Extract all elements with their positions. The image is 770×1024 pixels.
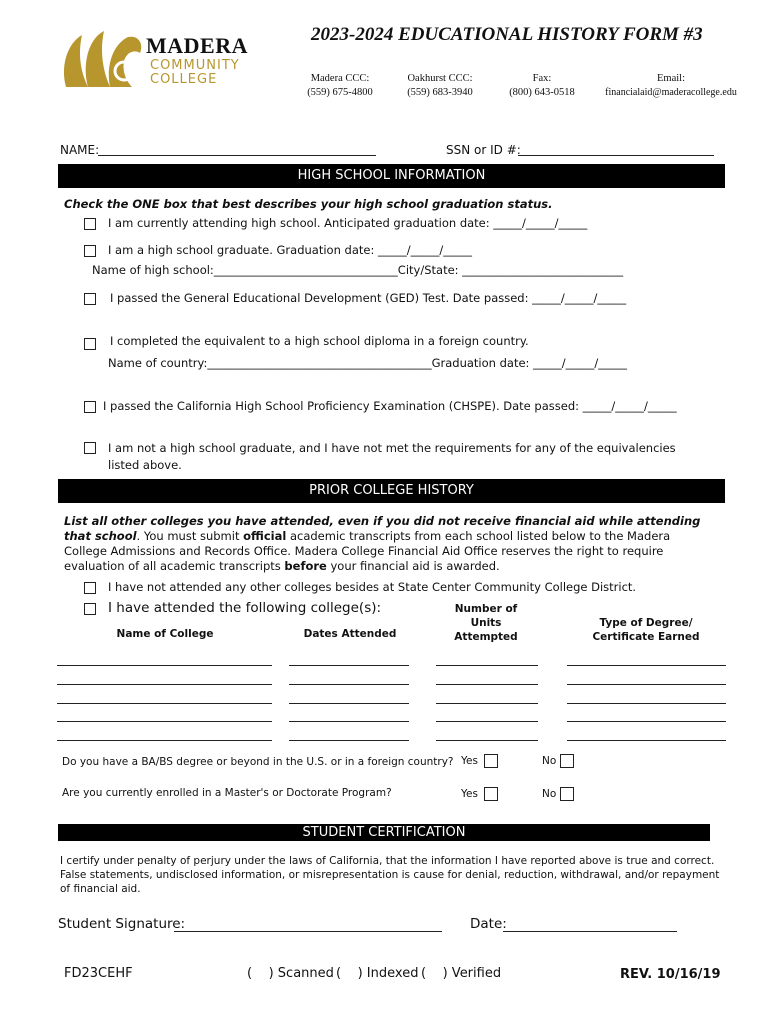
col-header-degree: Type of Degree/ Certificate Earned	[592, 617, 700, 643]
instruction-part1: . You must submit	[136, 529, 244, 543]
ba-question: Do you have a BA/BS degree or beyond in the U.S. or in a foreign country?	[62, 756, 454, 768]
instruction-emphasis: List all other colleges you have attended, even if you did not receive financial aid while attending that school	[64, 514, 701, 543]
name-label: NAME:	[60, 143, 100, 157]
ssn-field[interactable]	[518, 155, 714, 156]
college-dates-field-3[interactable]	[289, 703, 409, 704]
hs-option-chspe-checkbox[interactable]	[84, 401, 96, 413]
college-degree-field-1[interactable]	[567, 665, 726, 666]
college-units-field-3[interactable]	[436, 703, 538, 704]
verified-check[interactable]: ( ) Verified	[421, 966, 502, 981]
college-dates-field-2[interactable]	[289, 684, 409, 685]
scanned-check[interactable]: ( ) Scanned	[247, 966, 334, 981]
col-header-name: Name of College	[116, 628, 214, 640]
hs-option-chspe-label: I passed the California High School Proficiency Examination (CHSPE). Date passed: _____/_____/_____	[103, 399, 677, 413]
form-title: 2023-2024 EDUCATIONAL HISTORY FORM #3	[311, 24, 703, 45]
instruction-part2: academic transcripts from each school listed below to the Madera College Admissions and Records Office. Madera College Financial Aid Office reserves the right to require evaluation of all academic transcripts	[64, 529, 671, 573]
ba-no-label: No	[542, 755, 557, 767]
certification-text: I certify under penalty of perjury under the laws of California, that the information I have reported above is true and correct. False statements, undisclosed information, or misrepresentation is cause for denial, reduction, withdrawal, and/or repayment of financial aid.	[60, 855, 720, 895]
masters-yes-label: Yes	[461, 788, 478, 800]
logo-mark-icon	[58, 25, 144, 95]
college-degree-field-2[interactable]	[567, 684, 726, 685]
col-header-units: Number of Units Attempted	[454, 603, 518, 643]
masters-yes-checkbox[interactable]	[484, 787, 498, 801]
ba-no-checkbox[interactable]	[560, 754, 574, 768]
instruction-part3: your financial aid is awarded.	[326, 559, 500, 573]
college-dates-field-5[interactable]	[289, 740, 409, 741]
hs-option-ged-label: I passed the General Educational Development (GED) Test. Date passed: _____/_____/_____	[110, 291, 627, 305]
contact-label: Email:	[657, 73, 685, 84]
college-degree-field-4[interactable]	[567, 721, 726, 722]
col-header-dates: Dates Attended	[303, 628, 397, 640]
hs-option-graduate-checkbox[interactable]	[84, 245, 96, 257]
logo-name: MADERA	[146, 33, 248, 58]
certification-bar	[58, 824, 710, 841]
hs-instruction: Check the ONE box that best describes your high school graduation status.	[64, 197, 553, 211]
college-units-field-1[interactable]	[436, 665, 538, 666]
contact-madera	[300, 73, 380, 98]
contact-value: (559) 675-4800	[307, 87, 373, 98]
hs-option-attending-label: I am currently attending high school. Anticipated graduation date: _____/_____/_____	[108, 216, 588, 230]
logo-sub-college: COLLEGE	[150, 72, 218, 87]
revision-date: REV. 10/16/19	[620, 967, 721, 982]
prior-college-instruction	[64, 514, 704, 574]
hs-option-attending-checkbox[interactable]	[84, 218, 96, 230]
not-attended-checkbox[interactable]	[84, 582, 96, 594]
hs-option-none-checkbox[interactable]	[84, 442, 96, 454]
hs-school-name-line[interactable]: Name of high school:________________________________City/State: ____________________________	[92, 263, 624, 277]
ba-yes-label: Yes	[461, 755, 478, 767]
masters-no-checkbox[interactable]	[560, 787, 574, 801]
college-name-field-4[interactable]	[57, 721, 272, 722]
hs-option-foreign-checkbox[interactable]	[84, 338, 96, 350]
date-label: Date:	[470, 916, 507, 932]
signature-field[interactable]	[174, 931, 442, 932]
form-code: FD23CEHF	[64, 966, 133, 981]
prior-college-bar	[58, 479, 725, 503]
contact-value: (559) 683-3940	[407, 87, 473, 98]
college-units-field-2[interactable]	[436, 684, 538, 685]
college-units-field-4[interactable]	[436, 721, 538, 722]
college-degree-field-5[interactable]	[567, 740, 726, 741]
college-degree-field-3[interactable]	[567, 703, 726, 704]
logo-sub-community: COMMUNITY	[150, 58, 240, 73]
hs-option-none-label: I am not a high school graduate, and I have not met the requirements for any of the equivalencies listed above.	[108, 441, 676, 472]
attended-checkbox[interactable]	[84, 603, 96, 615]
date-field[interactable]	[503, 931, 677, 932]
masters-no-label: No	[542, 788, 557, 800]
college-name-field-3[interactable]	[57, 703, 272, 704]
contact-fax	[500, 73, 584, 98]
instruction-before: before	[284, 559, 327, 573]
contact-label: Oakhurst CCC:	[407, 73, 473, 84]
contact-label: Fax:	[532, 73, 552, 84]
hs-option-ged-checkbox[interactable]	[84, 293, 96, 305]
high-school-title: HIGH SCHOOL INFORMATION	[297, 168, 486, 183]
name-field[interactable]	[98, 155, 376, 156]
college-dates-field-1[interactable]	[289, 665, 409, 666]
college-dates-field-4[interactable]	[289, 721, 409, 722]
ssn-label: SSN or ID #:	[446, 143, 521, 157]
signature-label: Student Signature:	[58, 916, 186, 932]
college-name-field-1[interactable]	[57, 665, 272, 666]
hs-option-foreign-label: I completed the equivalent to a high school diploma in a foreign country.	[110, 334, 529, 348]
attended-label: I have attended the following college(s):	[108, 600, 382, 616]
high-school-bar	[58, 164, 725, 188]
college-name-field-2[interactable]	[57, 684, 272, 685]
indexed-check[interactable]: ( ) Indexed	[336, 966, 419, 981]
not-attended-label: I have not attended any other colleges besides at State Center Community College District.	[108, 580, 637, 594]
instruction-official: official	[243, 529, 287, 543]
college-units-field-5[interactable]	[436, 740, 538, 741]
masters-question: Are you currently enrolled in a Master's or Doctorate Program?	[62, 787, 392, 799]
certification-title: STUDENT CERTIFICATION	[302, 825, 466, 840]
ba-yes-checkbox[interactable]	[484, 754, 498, 768]
college-name-field-5[interactable]	[57, 740, 272, 741]
hs-option-graduate-label: I am a high school graduate. Graduation date: _____/_____/_____	[108, 243, 472, 257]
prior-college-title: PRIOR COLLEGE HISTORY	[309, 483, 474, 498]
contact-email	[600, 73, 742, 98]
contact-label: Madera CCC:	[310, 73, 370, 84]
contact-value: (800) 643-0518	[509, 87, 575, 98]
contact-oakhurst	[400, 73, 480, 98]
contact-value: financialaid@maderacollege.edu	[605, 87, 737, 98]
hs-foreign-country-line[interactable]: Name of country:_______________________________________Graduation date: _____/_____/_____	[108, 356, 628, 370]
college-logo	[58, 25, 258, 95]
